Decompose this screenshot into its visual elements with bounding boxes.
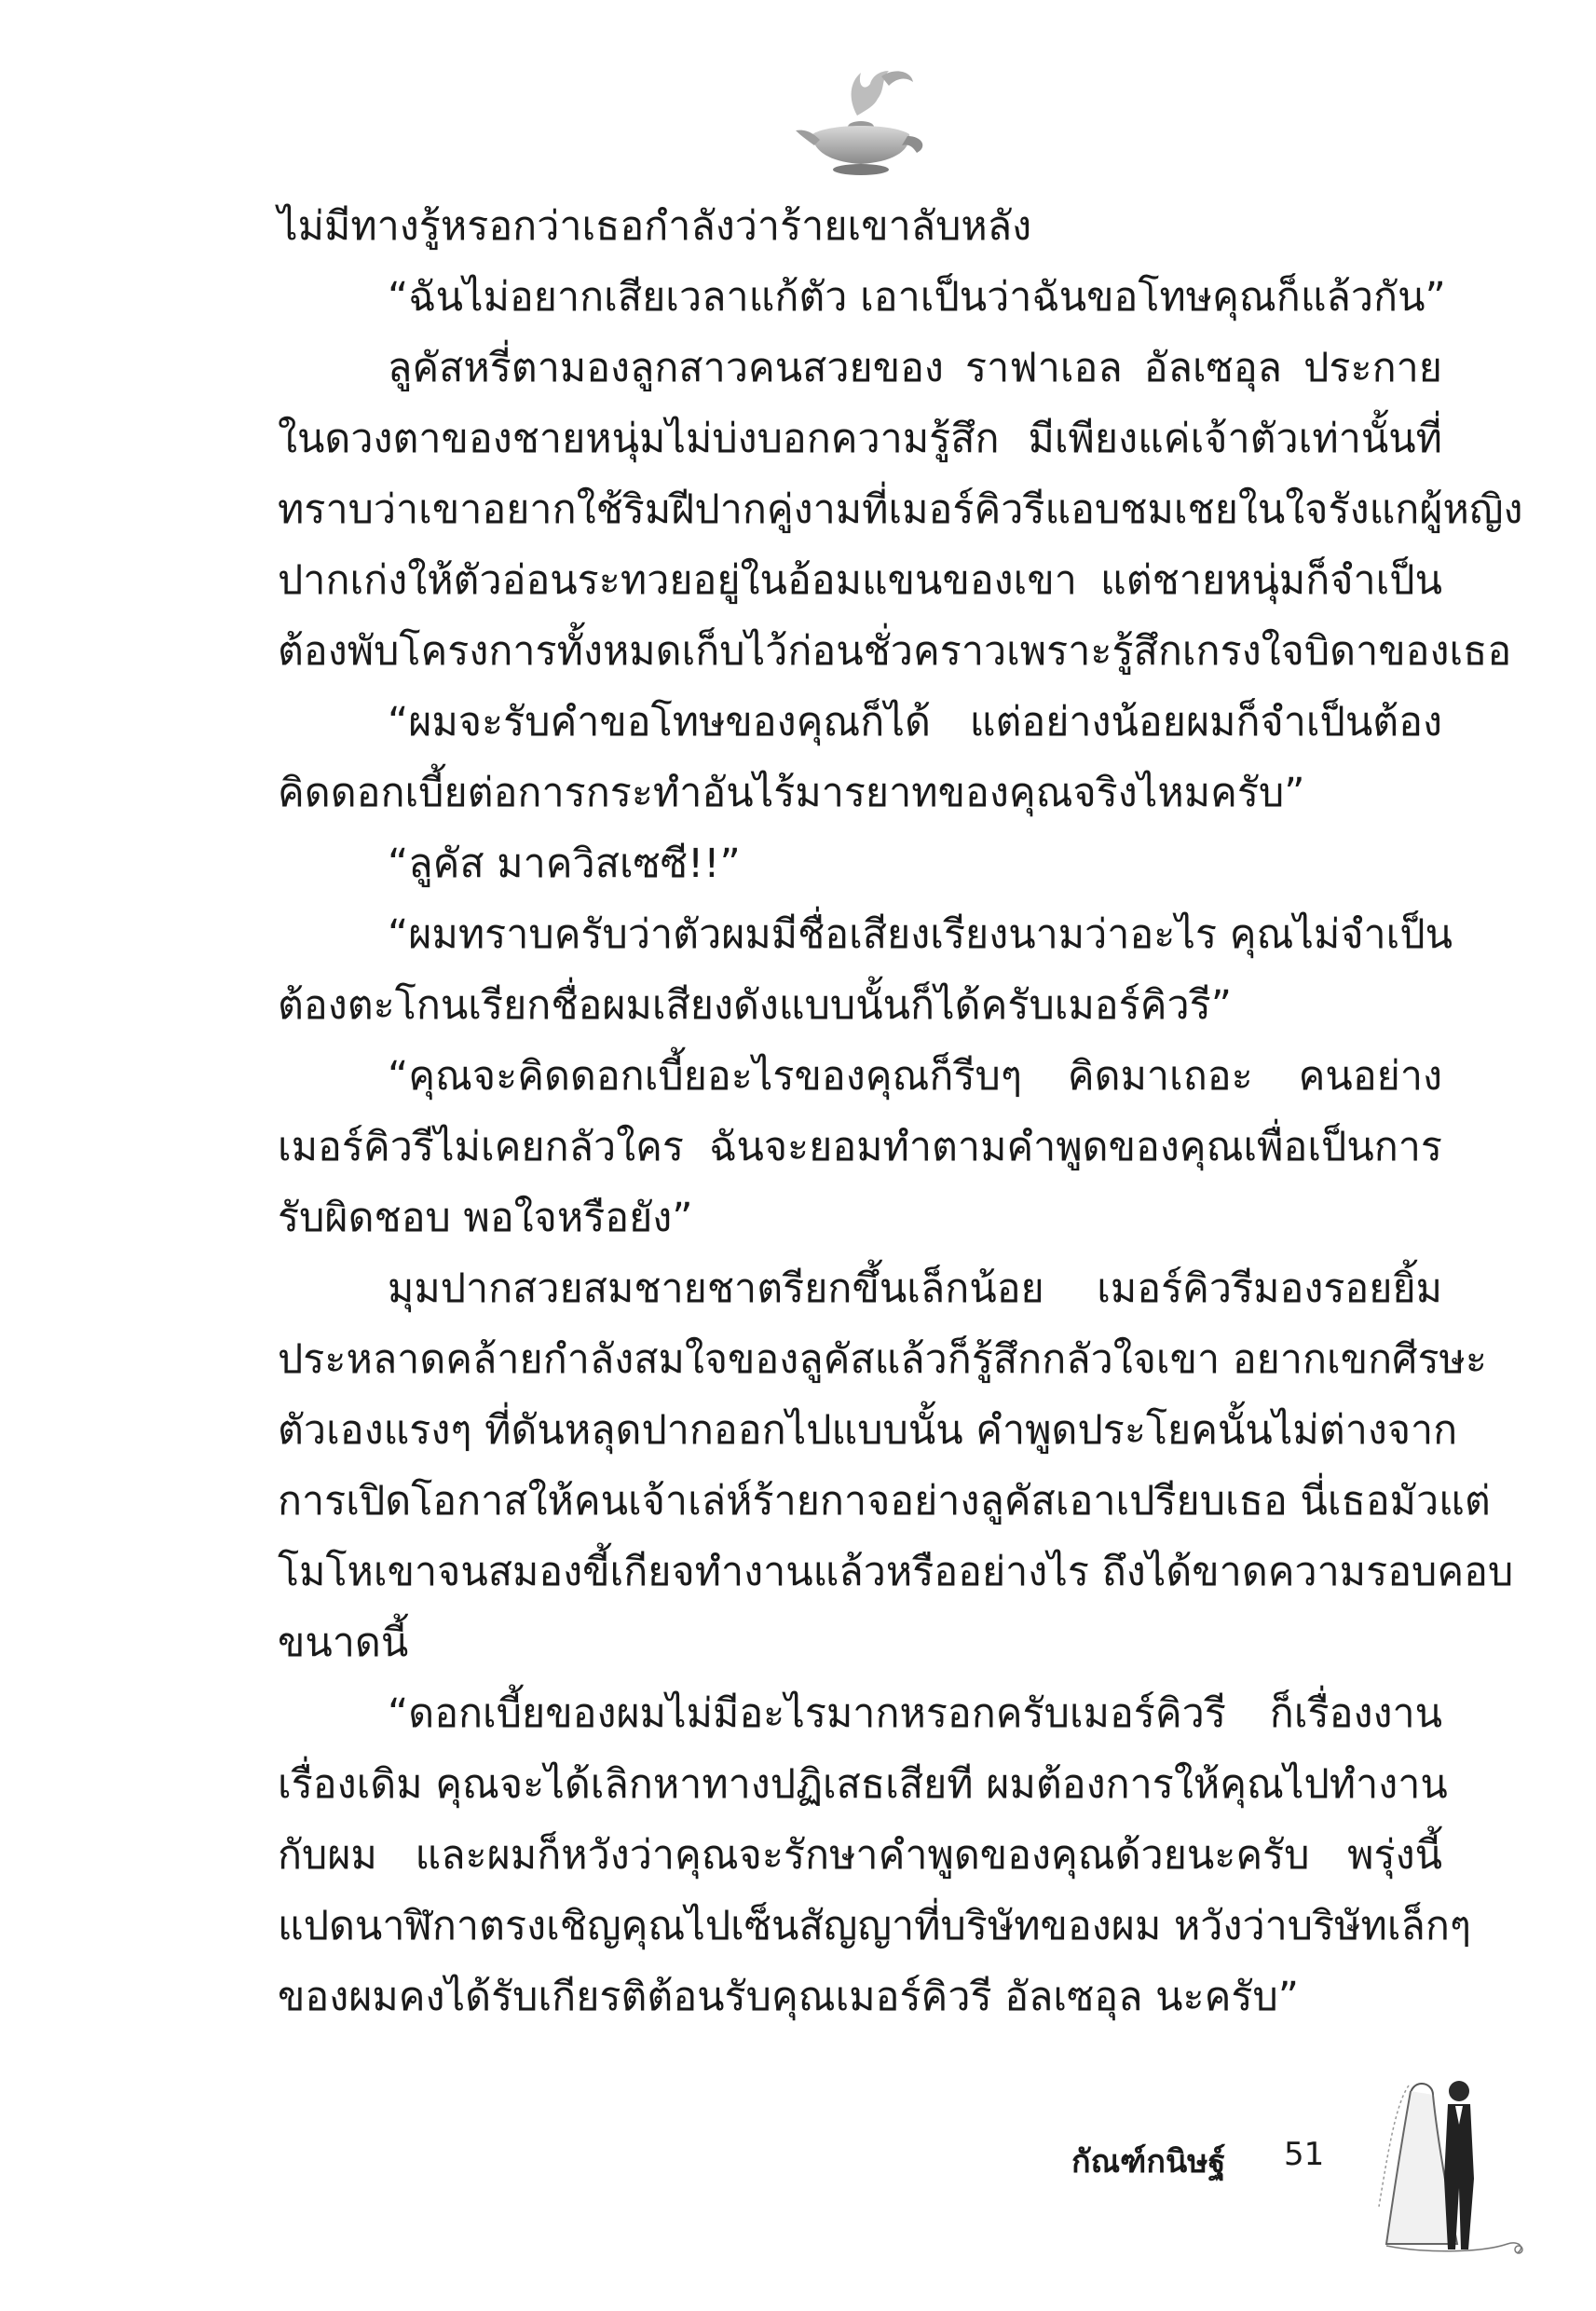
text-line: “คุณจะคิดดอกเบี้ยอะไรของคุณก็รีบๆ คิดมาเถอะ คนอย่าง	[388, 1053, 1442, 1100]
text-line: “ฉันไม่อยากเสียเวลาแก้ตัว เอาเป็นว่าฉันขอโทษคุณก็แล้วกัน”	[388, 274, 1446, 321]
text-line: ต้องตะโกนเรียกชื่อผมเสียงดังแบบนั้นก็ได้ครับเมอร์คิวรี”	[278, 982, 1233, 1029]
text-line: เมอร์คิวรีไม่เคยกลัวใคร ฉันจะยอมทำตามคำพูดของคุณเพื่อเป็นการ	[278, 1124, 1442, 1170]
book-title: กัณฑ์กนิษฐ์	[1071, 2143, 1226, 2181]
text-line: ขนาดนี้	[278, 1620, 409, 1666]
story-text	[278, 191, 1523, 2032]
page-footer	[1071, 2113, 1537, 2263]
text-line: กับผม และผมก็หวังว่าคุณจะรักษาคำพูดของคุณด้วยนะครับ พรุ่งนี้	[278, 1832, 1442, 1879]
text-line: “ผมจะรับคำขอโทษของคุณก็ได้ แต่อย่างน้อยผมก็จำเป็นต้อง	[388, 699, 1442, 745]
text-line: ต้องพับโครงการทั้งหมดเก็บไว้ก่อนชั่วคราวเพราะรู้สึกเกรงใจบิดาของเธอ	[278, 628, 1512, 675]
text-line: ประหลาดคล้ายกำลังสมใจของลูคัสแล้วก็รู้สึกกลัวใจเขา อยากเขกศีรษะ	[278, 1336, 1487, 1383]
text-line: เรื่องเดิม คุณจะได้เลิกหาทางปฏิเสธเสียที ผมต้องการให้คุณไปทำงาน	[278, 1761, 1448, 1808]
text-line: “ลูคัส มาควิสเซซี!!”	[388, 841, 741, 887]
magic-lamp-icon	[792, 62, 932, 183]
text-line: ไม่มีทางรู้หรอกว่าเธอกำลังว่าร้ายเขาลับหลัง	[278, 203, 1032, 250]
text-line: ตัวเองแรงๆ ที่ดันหลุดปากออกไปแบบนั้น คำพูดประโยคนั้นไม่ต่างจาก	[278, 1407, 1458, 1454]
page-number: 51	[1284, 2136, 1325, 2173]
text-line: แปดนาฬิกาตรงเชิญคุณไปเซ็นสัญญาที่บริษัทของผม หวังว่าบริษัทเล็กๆ	[278, 1903, 1471, 1949]
text-line: ของผมคงได้รับเกียรติต้อนรับคุณเมอร์คิวรี อัลเซอุล นะครับ”	[278, 1974, 1300, 2020]
text-line: ลูคัสหรี่ตามองลูกสาวคนสวยของ ราฟาเอล อัลเซอุล ประกาย	[388, 345, 1442, 391]
text-line: รับผิดชอบ พอใจหรือยัง”	[278, 1195, 693, 1241]
text-line: โมโหเขาจนสมองขี้เกียจทำงานแล้วหรืออย่างไร ถึงได้ขาดความรอบคอบ	[278, 1549, 1514, 1595]
wedding-couple-icon	[1368, 2067, 1535, 2263]
text-line: “ผมทราบครับว่าตัวผมมีชื่อเสียงเรียงนามว่าอะไร คุณไม่จำเป็น	[388, 911, 1453, 958]
text-line: ปากเก่งให้ตัวอ่อนระทวยอยู่ในอ้อมแขนของเขา แต่ชายหนุ่มก็จำเป็น	[278, 557, 1442, 604]
text-line: คิดดอกเบี้ยต่อการกระทำอันไร้มารยาทของคุณจริงไหมครับ”	[278, 770, 1305, 816]
text-line: มุมปากสวยสมชายชาตรียกขึ้นเล็กน้อย เมอร์คิวรีมองรอยยิ้ม	[388, 1265, 1442, 1312]
text-line: “ดอกเบี้ยของผมไม่มีอะไรมากหรอกครับเมอร์คิวรี ก็เรื่องงาน	[388, 1690, 1442, 1737]
text-line: การเปิดโอกาสให้คนเจ้าเล่ห์ร้ายกาจอย่างลูคัสเอาเปรียบเธอ นี่เธอมัวแต่	[278, 1478, 1491, 1525]
text-line: ทราบว่าเขาอยากใช้ริมฝีปากคู่งามที่เมอร์คิวรีแอบชมเชยในใจรังแกผู้หญิง	[278, 486, 1523, 533]
text-line: ในดวงตาของชายหนุ่มไม่บ่งบอกความรู้สึก มีเพียงแค่เจ้าตัวเท่านั้นที่	[278, 416, 1442, 462]
